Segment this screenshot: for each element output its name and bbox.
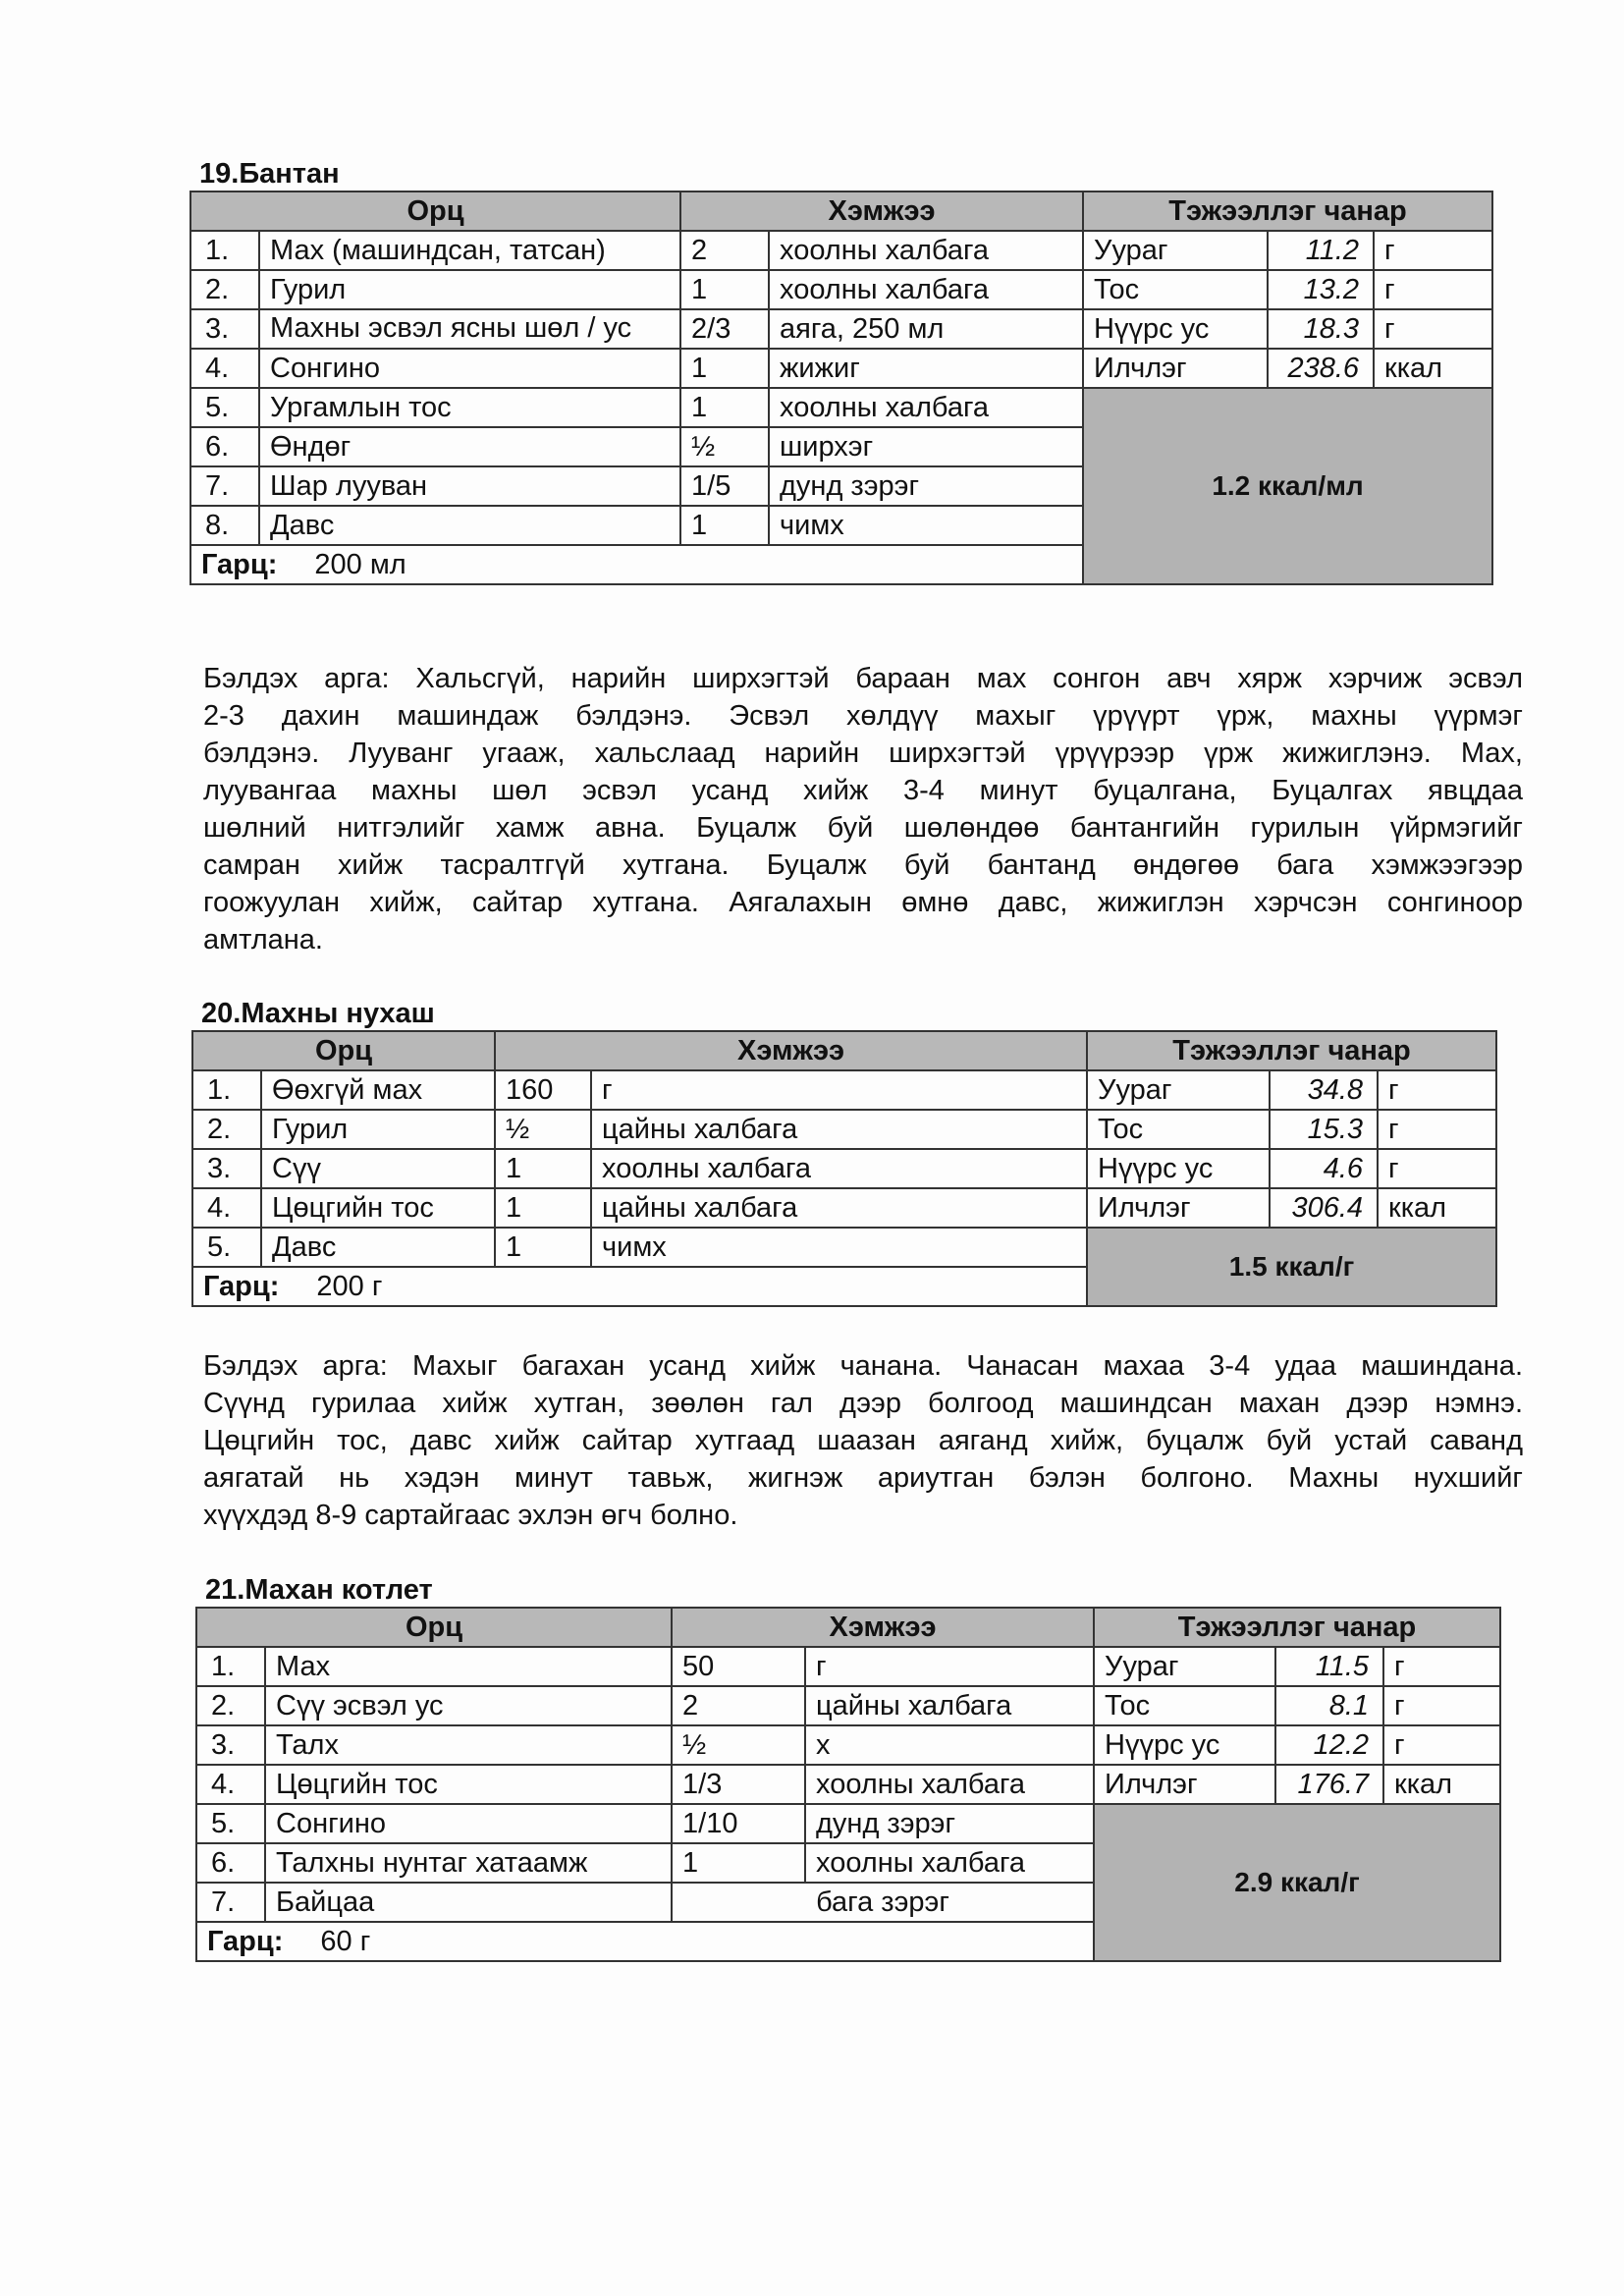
nutrient-unit: ккал (1383, 1765, 1500, 1804)
nutrient-value: 11.2 (1268, 231, 1374, 270)
method-line: гоожуулан хийж, сайтар хутгана. Аягалахын өмнө давс, жижиглэн хэрчсэн сонгиноор (203, 887, 1523, 918)
nutrient-name: Илчлэг (1083, 349, 1268, 388)
nutrient-value: 11.5 (1275, 1647, 1383, 1686)
nutrient-name: Тос (1083, 270, 1268, 309)
method-line: самран хийж тасралтгүй хутгана. Буцалж буй бантанд өндөгөө бага хэмжээгээр (203, 849, 1523, 881)
ingredient-unit: цайны халбага (805, 1686, 1094, 1725)
table-row (196, 1804, 1500, 1843)
header-ingredient: Орц (192, 1031, 495, 1070)
ingredient-qty: 1 (495, 1228, 591, 1267)
nutrient-value: 306.4 (1270, 1188, 1378, 1228)
ingredient-qty: 1 (495, 1149, 591, 1188)
nutrient-value: 12.2 (1275, 1725, 1383, 1765)
nutrient-name: Тос (1094, 1686, 1275, 1725)
ingredient-unit: чимх (591, 1228, 1087, 1267)
nutrient-name: Уураг (1087, 1070, 1270, 1110)
table-row (192, 1110, 1496, 1149)
ingredient-qty: 1/3 (672, 1765, 805, 1804)
nutrient-unit: г (1378, 1070, 1496, 1110)
nutrient-unit: г (1378, 1149, 1496, 1188)
table-row (196, 1686, 1500, 1725)
nutrient-name: Нүүрс ус (1083, 309, 1268, 349)
nutrient-value: 176.7 (1275, 1765, 1383, 1804)
ingredient-unit: чимх (769, 506, 1083, 545)
ingredient-name: Мах (машиндсан, татсан) (259, 231, 680, 270)
ingredient-name: Шар лууван (259, 466, 680, 506)
table-row (196, 1765, 1500, 1804)
ingredient-qty: 50 (672, 1647, 805, 1686)
table-row (190, 231, 1492, 270)
ingredient-qty: 2 (672, 1686, 805, 1725)
nutrient-name: Уураг (1094, 1647, 1275, 1686)
nutrient-name: Нүүрс ус (1094, 1725, 1275, 1765)
nutrient-name: Тос (1087, 1110, 1270, 1149)
ingredient-qty: 1 (495, 1188, 591, 1228)
table-row (190, 270, 1492, 309)
nutrient-name: Нүүрс ус (1087, 1149, 1270, 1188)
ingredient-qty: 2 (680, 231, 769, 270)
ingredient-unit: дунд зэрэг (769, 466, 1083, 506)
row-number: 1. (192, 1070, 261, 1110)
row-number: 1. (190, 231, 259, 270)
row-number: 5. (192, 1228, 261, 1267)
row-number: 8. (190, 506, 259, 545)
ingredient-unit: хоолны халбага (769, 231, 1083, 270)
recipe-title: 19.Бантан (199, 158, 340, 190)
ingredient-qty: 1 (680, 506, 769, 545)
table-row (190, 349, 1492, 388)
ingredient-name: Гурил (261, 1110, 495, 1149)
yield-cell (190, 545, 1083, 584)
nutrient-unit: г (1374, 270, 1492, 309)
recipe-table (195, 1607, 1501, 1962)
ingredient-name: Цөцгийн тос (265, 1765, 672, 1804)
ingredient-unit: хоолны халбага (769, 388, 1083, 427)
yield-label: Гарц: (203, 1271, 280, 1302)
yield-cell (192, 1267, 1087, 1306)
ingredient-name: Сонгино (265, 1804, 672, 1843)
method-text-19 (203, 660, 1523, 958)
nutrient-value: 18.3 (1268, 309, 1374, 349)
ingredient-unit: хоолны халбага (805, 1765, 1094, 1804)
ingredient-unit: х (805, 1725, 1094, 1765)
table-row (192, 1070, 1496, 1110)
row-number: 6. (196, 1843, 265, 1883)
ingredient-qty: 1 (680, 349, 769, 388)
header-nutrition: Тэжээллэг чанар (1087, 1031, 1496, 1070)
method-line: Сүүнд гурилаа хийж хутган, зөөлөн гал дээр болгоод машиндсан махан дээр нэмнэ. (203, 1388, 1523, 1419)
row-number: 4. (190, 349, 259, 388)
ingredient-name: Цөцгийн тос (261, 1188, 495, 1228)
nutrient-value: 15.3 (1270, 1110, 1378, 1149)
yield-value: 200 г (316, 1271, 383, 1302)
method-line: Бэлдэх арга: Хальсгүй, нарийн ширхэгтэй бараан мах сонгон авч хярж хэрчиж эсвэл (203, 663, 1523, 694)
header-ingredient: Орц (190, 191, 680, 231)
nutrient-unit: г (1383, 1686, 1500, 1725)
yield-cell (196, 1922, 1094, 1961)
nutrient-value: 8.1 (1275, 1686, 1383, 1725)
ingredient-qty: 1/10 (672, 1804, 805, 1843)
ingredient-name: Өндөг (259, 427, 680, 466)
row-number: 5. (196, 1804, 265, 1843)
energy-density: 1.2 ккал/мл (1083, 388, 1492, 584)
row-number: 3. (190, 309, 259, 349)
ingredient-name: Байцаа (265, 1883, 672, 1922)
row-number: 1. (196, 1647, 265, 1686)
row-number: 3. (192, 1149, 261, 1188)
energy-density: 2.9 ккал/г (1094, 1804, 1500, 1961)
ingredient-unit: ширхэг (769, 427, 1083, 466)
row-number: 2. (196, 1686, 265, 1725)
ingredient-name: Ургамлын тос (259, 388, 680, 427)
ingredient-qty: 1 (680, 388, 769, 427)
row-number: 6. (190, 427, 259, 466)
method-line: амтлана. (203, 924, 323, 956)
header-row (196, 1608, 1500, 1647)
header-amount: Хэмжээ (495, 1031, 1087, 1070)
table-row (192, 1149, 1496, 1188)
yield-value: 200 мл (314, 549, 406, 580)
nutrient-unit: г (1378, 1110, 1496, 1149)
nutrient-unit: г (1374, 309, 1492, 349)
ingredient-name: Давс (261, 1228, 495, 1267)
table-row (192, 1188, 1496, 1228)
recipe-21 (195, 1573, 1501, 1962)
ingredient-qty: ½ (680, 427, 769, 466)
ingredient-name: Сүү (261, 1149, 495, 1188)
header-nutrition: Тэжээллэг чанар (1094, 1608, 1500, 1647)
ingredient-name: Талх (265, 1725, 672, 1765)
ingredient-unit: г (591, 1070, 1087, 1110)
ingredient-name: Махны эсвэл ясны шөл / ус (259, 309, 680, 349)
method-line: 2-3 дахин машиндаж бэлдэнэ. Эсвэл хөлдүү махыг үрүүрт үрж, махны үүрмэг (203, 700, 1523, 732)
nutrient-value: 34.8 (1270, 1070, 1378, 1110)
ingredient-qty: ½ (672, 1725, 805, 1765)
header-amount: Хэмжээ (672, 1608, 1094, 1647)
header-nutrition: Тэжээллэг чанар (1083, 191, 1492, 231)
ingredient-unit: цайны халбага (591, 1188, 1087, 1228)
ingredient-unit: г (805, 1647, 1094, 1686)
row-number: 7. (190, 466, 259, 506)
nutrient-unit: г (1383, 1647, 1500, 1686)
ingredient-name: Сүү эсвэл ус (265, 1686, 672, 1725)
energy-density: 1.5 ккал/г (1087, 1228, 1496, 1306)
nutrient-name: Уураг (1083, 231, 1268, 270)
ingredient-qty: 1 (680, 270, 769, 309)
nutrient-value: 238.6 (1268, 349, 1374, 388)
method-line: аягатай нь хэдэн минут тавьж, жигнэж ариутган бэлэн болгоно. Махны нухшийг (203, 1462, 1523, 1494)
header-row (190, 191, 1492, 231)
ingredient-unit: хоолны халбага (591, 1149, 1087, 1188)
row-number: 2. (190, 270, 259, 309)
row-number: 3. (196, 1725, 265, 1765)
row-number: 7. (196, 1883, 265, 1922)
table-row (190, 309, 1492, 349)
recipe-20 (191, 997, 1497, 1307)
table-row (196, 1647, 1500, 1686)
recipe-title: 21.Махан котлет (205, 1574, 433, 1606)
method-line: бэлдэнэ. Лууванг угааж, хальслаад нарийн ширхэгтэй үрүүрээр үрж жижиглэнэ. Мах, (203, 738, 1523, 769)
ingredient-amount: бага зэрэг (672, 1883, 1094, 1922)
recipe-title: 20.Махны нухаш (201, 998, 435, 1029)
ingredient-qty: 160 (495, 1070, 591, 1110)
nutrient-unit: г (1383, 1725, 1500, 1765)
ingredient-name: Давс (259, 506, 680, 545)
method-line: шөлний нитгэлийг хамж авна. Буцалж буй шөлөндөө бантангийн гурилын үйрмэгийг (203, 812, 1523, 844)
ingredient-unit: хоолны халбага (805, 1843, 1094, 1883)
row-number: 4. (196, 1765, 265, 1804)
yield-value: 60 г (320, 1926, 371, 1957)
ingredient-name: Талхны нунтаг хатаамж (265, 1843, 672, 1883)
table-row (196, 1725, 1500, 1765)
table-row (192, 1228, 1496, 1267)
recipe-19 (189, 157, 1493, 585)
row-number: 4. (192, 1188, 261, 1228)
method-text-20 (203, 1347, 1523, 1534)
ingredient-unit: хоолны халбага (769, 270, 1083, 309)
header-row (192, 1031, 1496, 1070)
yield-label: Гарц: (201, 549, 278, 580)
nutrient-unit: г (1374, 231, 1492, 270)
method-line: хүүхдэд 8-9 сартайгаас эхлэн өгч болно. (203, 1500, 738, 1531)
method-line: Бэлдэх арга: Махыг багахан усанд хийж чанана. Чанасан махаа 3-4 удаа машиндана. (203, 1350, 1523, 1382)
ingredient-name: Гурил (259, 270, 680, 309)
nutrient-name: Илчлэг (1087, 1188, 1270, 1228)
ingredient-name: Сонгино (259, 349, 680, 388)
ingredient-qty: ½ (495, 1110, 591, 1149)
ingredient-unit: дунд зэрэг (805, 1804, 1094, 1843)
header-amount: Хэмжээ (680, 191, 1083, 231)
row-number: 2. (192, 1110, 261, 1149)
ingredient-name: Өөхгүй мах (261, 1070, 495, 1110)
recipe-table (191, 1030, 1497, 1307)
nutrient-name: Илчлэг (1094, 1765, 1275, 1804)
row-number: 5. (190, 388, 259, 427)
ingredient-unit: жижиг (769, 349, 1083, 388)
table-row (190, 388, 1492, 427)
yield-label: Гарц: (207, 1926, 284, 1957)
ingredient-qty: 1 (672, 1843, 805, 1883)
nutrient-unit: ккал (1378, 1188, 1496, 1228)
ingredient-unit: аяга, 250 мл (769, 309, 1083, 349)
nutrient-unit: ккал (1374, 349, 1492, 388)
ingredient-qty: 2/3 (680, 309, 769, 349)
ingredient-qty: 1/5 (680, 466, 769, 506)
ingredient-name: Мах (265, 1647, 672, 1686)
nutrient-value: 13.2 (1268, 270, 1374, 309)
recipe-table (189, 191, 1493, 585)
method-line: Цөцгийн тос, давс хийж сайтар хутгаад шаазан аяганд хийж, буцалж буй устай саванд (203, 1425, 1523, 1456)
nutrient-value: 4.6 (1270, 1149, 1378, 1188)
ingredient-unit: цайны халбага (591, 1110, 1087, 1149)
header-ingredient: Орц (196, 1608, 672, 1647)
method-line: луувангаа махны шөл эсвэл усанд хийж 3-4 минут буцалгана, Буцалгах явцдаа (203, 775, 1523, 806)
